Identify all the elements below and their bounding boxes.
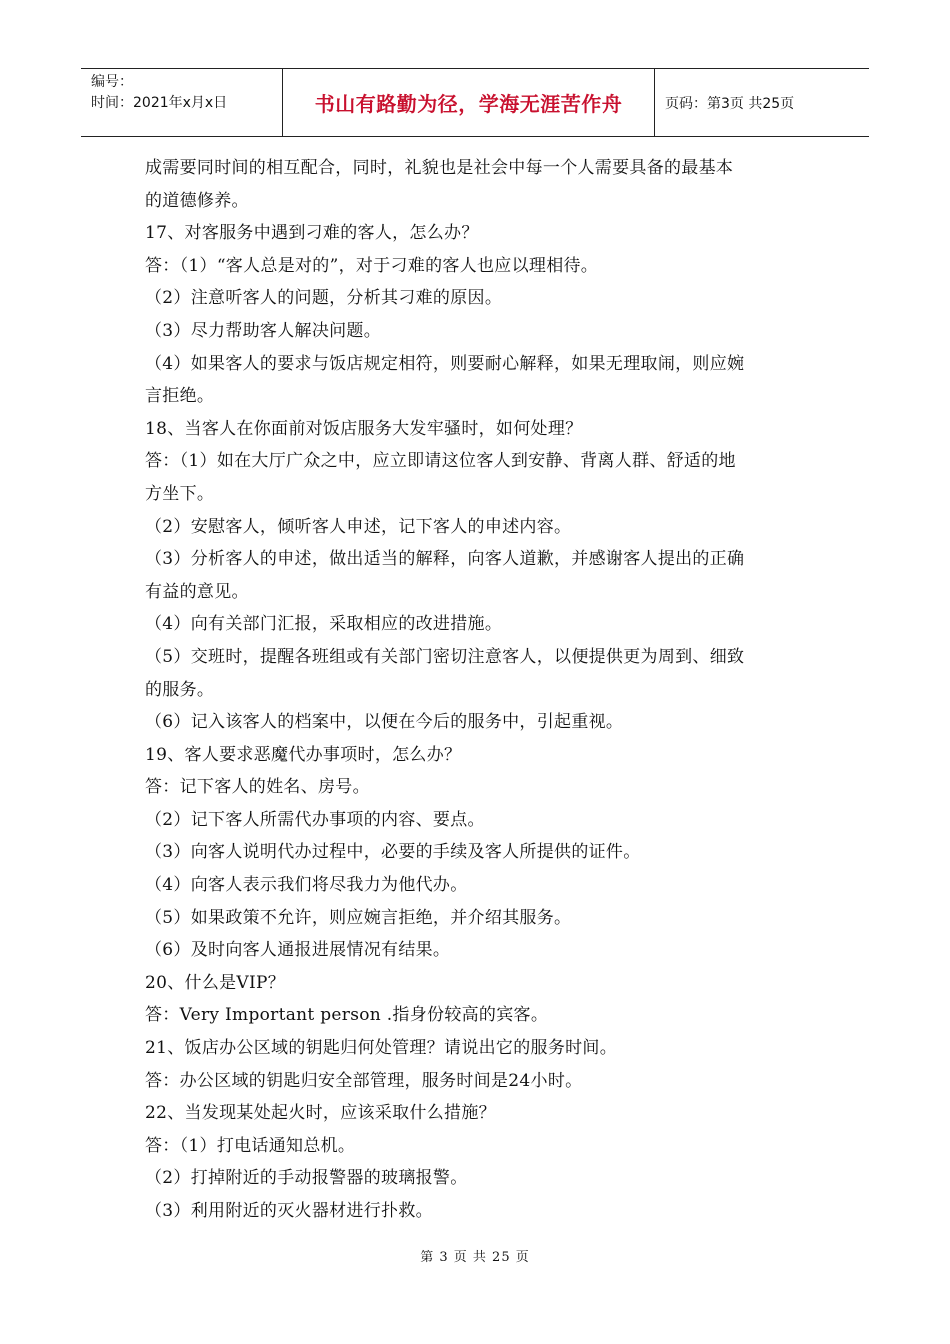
- text-line: 有益的意见。: [145, 581, 249, 602]
- text-line: （3）分析客人的申述，做出适当的解释，向客人道歉，并感谢客人提出的正确: [145, 549, 745, 570]
- text-line: 成需要同时间的相互配合，同时，礼貌也是社会中每一个人需要具备的最基本: [145, 158, 734, 178]
- text-line: 答：（1）打电话通知总机。: [145, 1135, 356, 1156]
- question-21: 21、饭店办公区域的钥匙归何处管理？请说出它的服务时间。: [145, 1038, 618, 1059]
- page-header: [81, 68, 869, 137]
- text-line: （5）交班时，提醒各班组或有关部门密切注意客人，以便提供更为周到、细致: [145, 646, 745, 667]
- text-line: 的服务。: [145, 679, 215, 700]
- text-line: （4）向客人表示我们将尽我力为他代办。: [145, 875, 468, 896]
- text-line: （3）尽力帮助客人解决问题。: [145, 320, 382, 341]
- text-line: （3）向客人说明代办过程中，必要的手续及客人所提供的证件。: [145, 842, 641, 863]
- text-line: （6）及时向客人通报进展情况有结果。: [145, 940, 451, 961]
- header-meta: [81, 69, 283, 136]
- text-line: （2）注意听客人的问题，分析其刁难的原因。: [145, 288, 503, 309]
- text-line: （2）记下客人所需代办事项的内容、要点。: [145, 809, 485, 830]
- question-22: 22、当发现某处起火时，应该采取什么措施？: [145, 1103, 496, 1124]
- question-19: 19、客人要求恶魔代办事项时，怎么办？: [145, 744, 462, 765]
- text-line: 方坐下。: [145, 483, 215, 504]
- text-line: （2）安慰客人，倾听客人申述，记下客人的申述内容。: [145, 516, 572, 537]
- text-line: （4）如果客人的要求与饭店规定相符，则要耐心解释，如果无理取闹，则应婉: [145, 353, 745, 374]
- header-motto: 书山有路勤为径，学海无涯苦作舟: [283, 69, 655, 136]
- number-label: 编号：: [91, 74, 133, 90]
- date-label: 时间：2021年x月x日: [91, 95, 228, 111]
- question-18: 18、当客人在你面前对饭店服务大发牢骚时，如何处理？: [145, 418, 583, 439]
- text-line: 答：办公区域的钥匙归安全部管理，服务时间是24小时。: [145, 1070, 583, 1091]
- text-line: （2）打掉附近的手动报警器的玻璃报警。: [145, 1168, 468, 1189]
- document-body: [145, 152, 825, 1228]
- text-line: 答：（1）如在大厅广众之中，应立即请这位客人到安静、背离人群、舒适的地: [145, 451, 736, 472]
- text-line: 的道德修养。: [145, 190, 249, 211]
- header-page-info: 页码：第3页 共25页: [665, 95, 795, 112]
- text-line: 答：记下客人的姓名、房号。: [145, 777, 370, 798]
- question-17: 17、对客服务中遇到刁难的客人，怎么办？: [145, 223, 479, 244]
- text-line: （5）如果政策不允许，则应婉言拒绝，并介绍其服务。: [145, 907, 572, 928]
- text-line: 答：Very Important person .指身份较高的宾客。: [145, 1005, 549, 1026]
- text-line: （4）向有关部门汇报，采取相应的改进措施。: [145, 614, 503, 635]
- page-footer: 第 3 页 共 25 页: [420, 1250, 530, 1265]
- text-line: 言拒绝。: [145, 386, 215, 407]
- text-line: 答：（1）“客人总是对的”，对于刁难的客人也应以理相待。: [145, 255, 599, 276]
- question-20: 20、什么是VIP？: [145, 972, 286, 993]
- text-line: （6）记入该客人的档案中，以便在今后的服务中，引起重视。: [145, 712, 624, 733]
- text-line: （3）利用附近的灭火器材进行扑救。: [145, 1201, 433, 1221]
